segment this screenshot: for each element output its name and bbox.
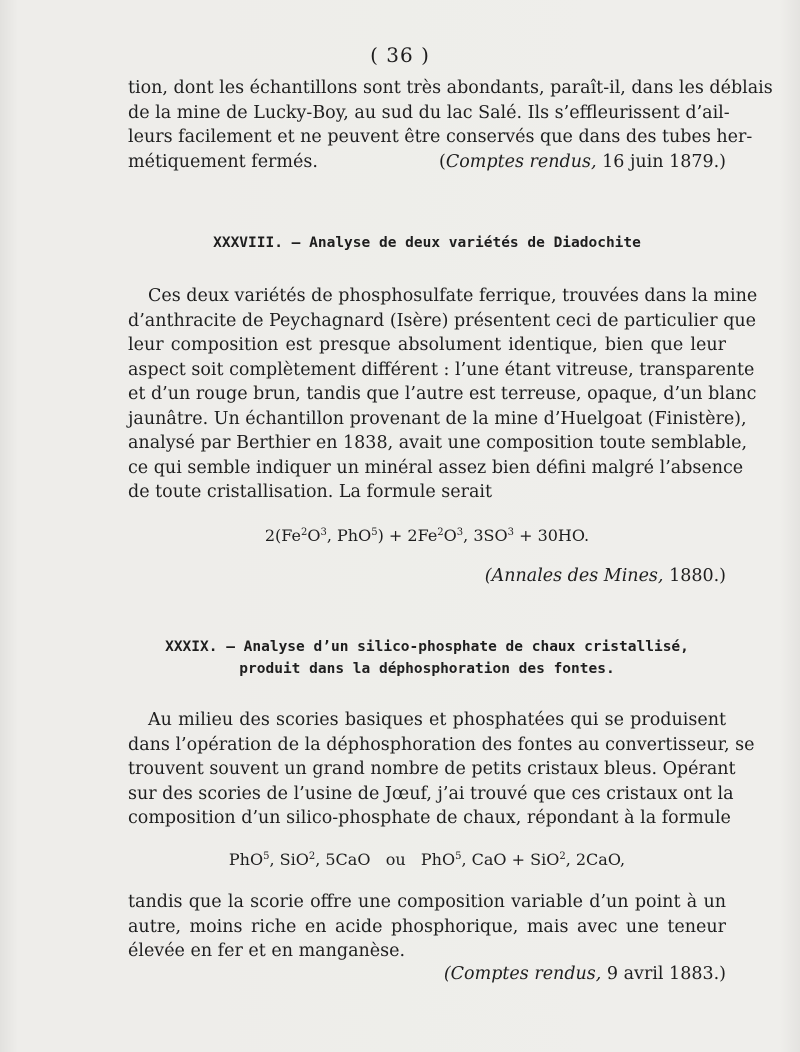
intro-line: tion, dont les échantillons sont très abondants, paraît-il, dans les déblais <box>128 78 773 98</box>
intro-line: de la mine de Lucky-Boy, au sud du lac Salé. Ils s’effleurissent d’ail- <box>128 102 730 123</box>
paragraph-line: jaunâtre. Un échantillon provenant de la mine d’Huelgoat (Finistère), <box>128 408 747 429</box>
paragraph-line: de toute cristallisation. La formule serait <box>128 482 493 502</box>
paragraph-line: ce qui semble indiquer un minéral assez bien défini malgré l’absence <box>128 457 744 478</box>
paragraph-line: composition d’un silico-phosphate de chaux, répondant à la formule <box>128 808 731 828</box>
paragraph-line: aspect soit complètement différent : l’une étant vitreuse, transparente <box>128 359 755 380</box>
page-number: ( 36 ) <box>370 43 430 67</box>
formula-silico-phosphate: PhO$^5$, SiO$^2$, 5CaO ou PhO$^5$, CaO + SiO$^2$, 2CaO, <box>228 850 626 869</box>
citation-comptes-rendus-1883 <box>128 962 726 987</box>
intro-citation: (Comptes rendus, 16 juin 1879.) <box>439 151 726 172</box>
intro-last-line <box>128 150 726 175</box>
paragraph-line: d’anthracite de Peychagnard (Isère) présentent ceci de particulier que <box>128 310 757 331</box>
section-xxxviii-paragraph <box>128 284 758 505</box>
citation-source: Comptes rendus, <box>445 151 597 172</box>
intro-line: leurs facilement et ne peuvent être conservés que dans des tubes her- <box>128 127 753 147</box>
paragraph-line: dans l’opération de la déphosphoration des fontes au convertisseur, se <box>128 734 755 755</box>
intro-paragraph <box>128 76 773 174</box>
citation-source: (Comptes rendus, <box>443 964 602 984</box>
citation-date: 1880.) <box>669 566 726 586</box>
paragraph-line: élevée en fer et en manganèse. <box>128 941 406 961</box>
section-xxxix-paragraph <box>128 708 755 831</box>
formula-diadochite: $2(Fe^2O^3$, $PhO^5) + 2Fe^2O^3$, $3SO^3 + 30HO$. <box>264 526 590 545</box>
paragraph-line: analysé par Berthier en 1838, avait une composition toute semblable, <box>128 433 748 453</box>
citation-source: (Annales des Mines, <box>484 566 664 586</box>
paragraph-line: et d’un rouge brun, tandis que l’autre est terreuse, opaque, d’un blanc <box>128 384 757 404</box>
paragraph-line: Ces deux variétés de phosphosulfate ferrique, trouvées dans la mine <box>148 286 758 306</box>
section-xxxix-continuation <box>128 890 726 964</box>
paragraph-line: sur des scories de l’usine de Jœuf, j’ai trouvé que ces cristaux ont la <box>128 783 734 804</box>
paragraph-line: trouvent souvent un grand nombre de petits cristaux bleus. Opérant <box>128 759 736 779</box>
citation-date: 9 avril 1883.) <box>606 964 726 984</box>
section-heading-xxxix: XXXIX. — Analyse d’un silico-phosphate de chaux cristallisé, produit dans la déphosphoration des fontes. <box>165 639 689 677</box>
paragraph-line: tandis que la scorie offre une composition variable d’un point à un <box>128 892 726 912</box>
paragraph-line: leur composition est presque absolument identique, bien que leur <box>128 335 726 355</box>
paragraph-line: Au milieu des scories basiques et phosphatées qui se produisent <box>148 710 726 730</box>
intro-line: métiquement fermés. <box>128 151 318 172</box>
citation-date: 16 juin 1879.) <box>602 151 726 172</box>
section-heading-xxxviii: XXXVIII. — Analyse de deux variétés de Diadochite <box>213 235 641 251</box>
citation-annales <box>128 564 726 589</box>
paragraph-line: autre, moins riche en acide phosphorique, mais avec une teneur <box>128 916 726 937</box>
